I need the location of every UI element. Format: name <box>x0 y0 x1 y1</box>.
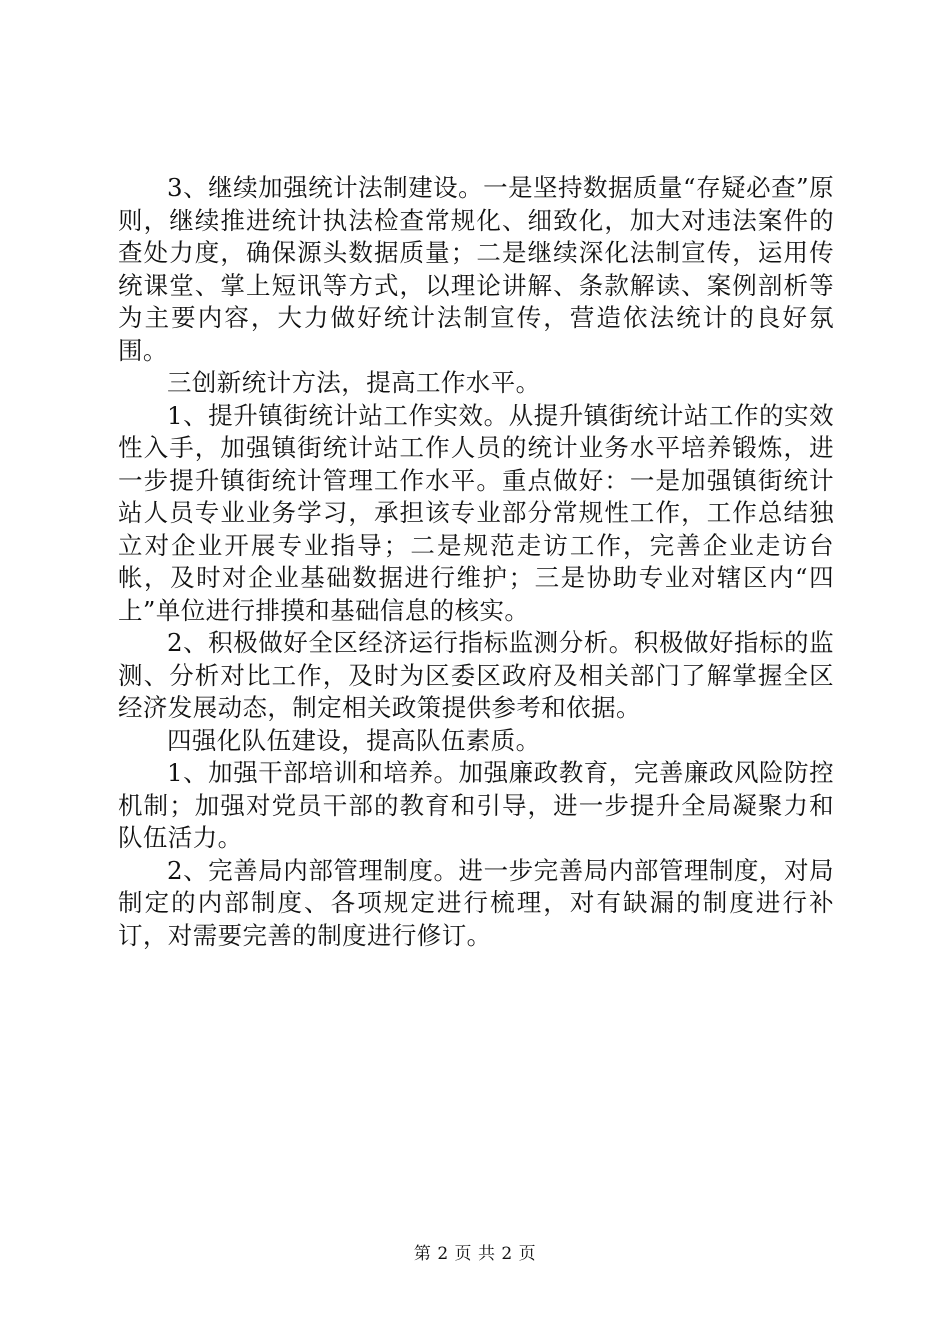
document-body <box>118 172 834 952</box>
page-number-footer: 第 2 页 共 2 页 <box>413 1244 537 1264</box>
section-heading-innovate-methods: 三创新统计方法，提高工作水平。 <box>167 368 541 397</box>
paragraph-cadre-training: 1、加强干部培训和培养。加强廉政教育，完善廉政风险防控机制；加强对党员干部的教育和引导，进一步提升全局凝聚力和队伍活力。 <box>118 758 834 852</box>
paragraph-statistics-law: 3、继续加强统计法制建设。一是坚持数据质量“存疑必查”原则，继续推进统计执法检查常规化、细致化，加大对违法案件的查处力度，确保源头数据质量；二是继续深化法制宣传，运用传统课堂、掌上短讯等方式，以理论讲解、条款解读、案例剖析等为主要内容，大力做好统计法制宣传，营造依法统计的良好氛围。 <box>118 173 834 365</box>
section-heading-team-building: 四强化队伍建设，提高队伍素质。 <box>167 725 541 755</box>
paragraph-internal-management: 2、完善局内部管理制度。进一步完善局内部管理制度，对局制定的内部制度、各项规定进行梳理，对有缺漏的制度进行补订，对需要完善的制度进行修订。 <box>118 855 834 950</box>
paragraph-town-stations: 1、提升镇街统计站工作实效。从提升镇街统计站工作的实效性入手，加强镇街统计站工作人员的统计业务水平培养锻炼，进一步提升镇街统计管理工作水平。重点做好：一是加强镇街统计站人员专业业务学习，承担该专业部分常规性工作，工作总结独立对企业开展专业指导；二是规范走访工作，完善企业走访台帐，及时对企业基础数据进行维护；三是协助专业对辖区内“四上”单位进行排摸和基础信息的核实。 <box>118 400 834 625</box>
paragraph-economic-monitoring: 2、积极做好全区经济运行指标监测分析。积极做好指标的监测、分析对比工作，及时为区委区政府及相关部门了解掌握全区经济发展动态，制定相关政策提供参考和依据。 <box>118 628 834 722</box>
